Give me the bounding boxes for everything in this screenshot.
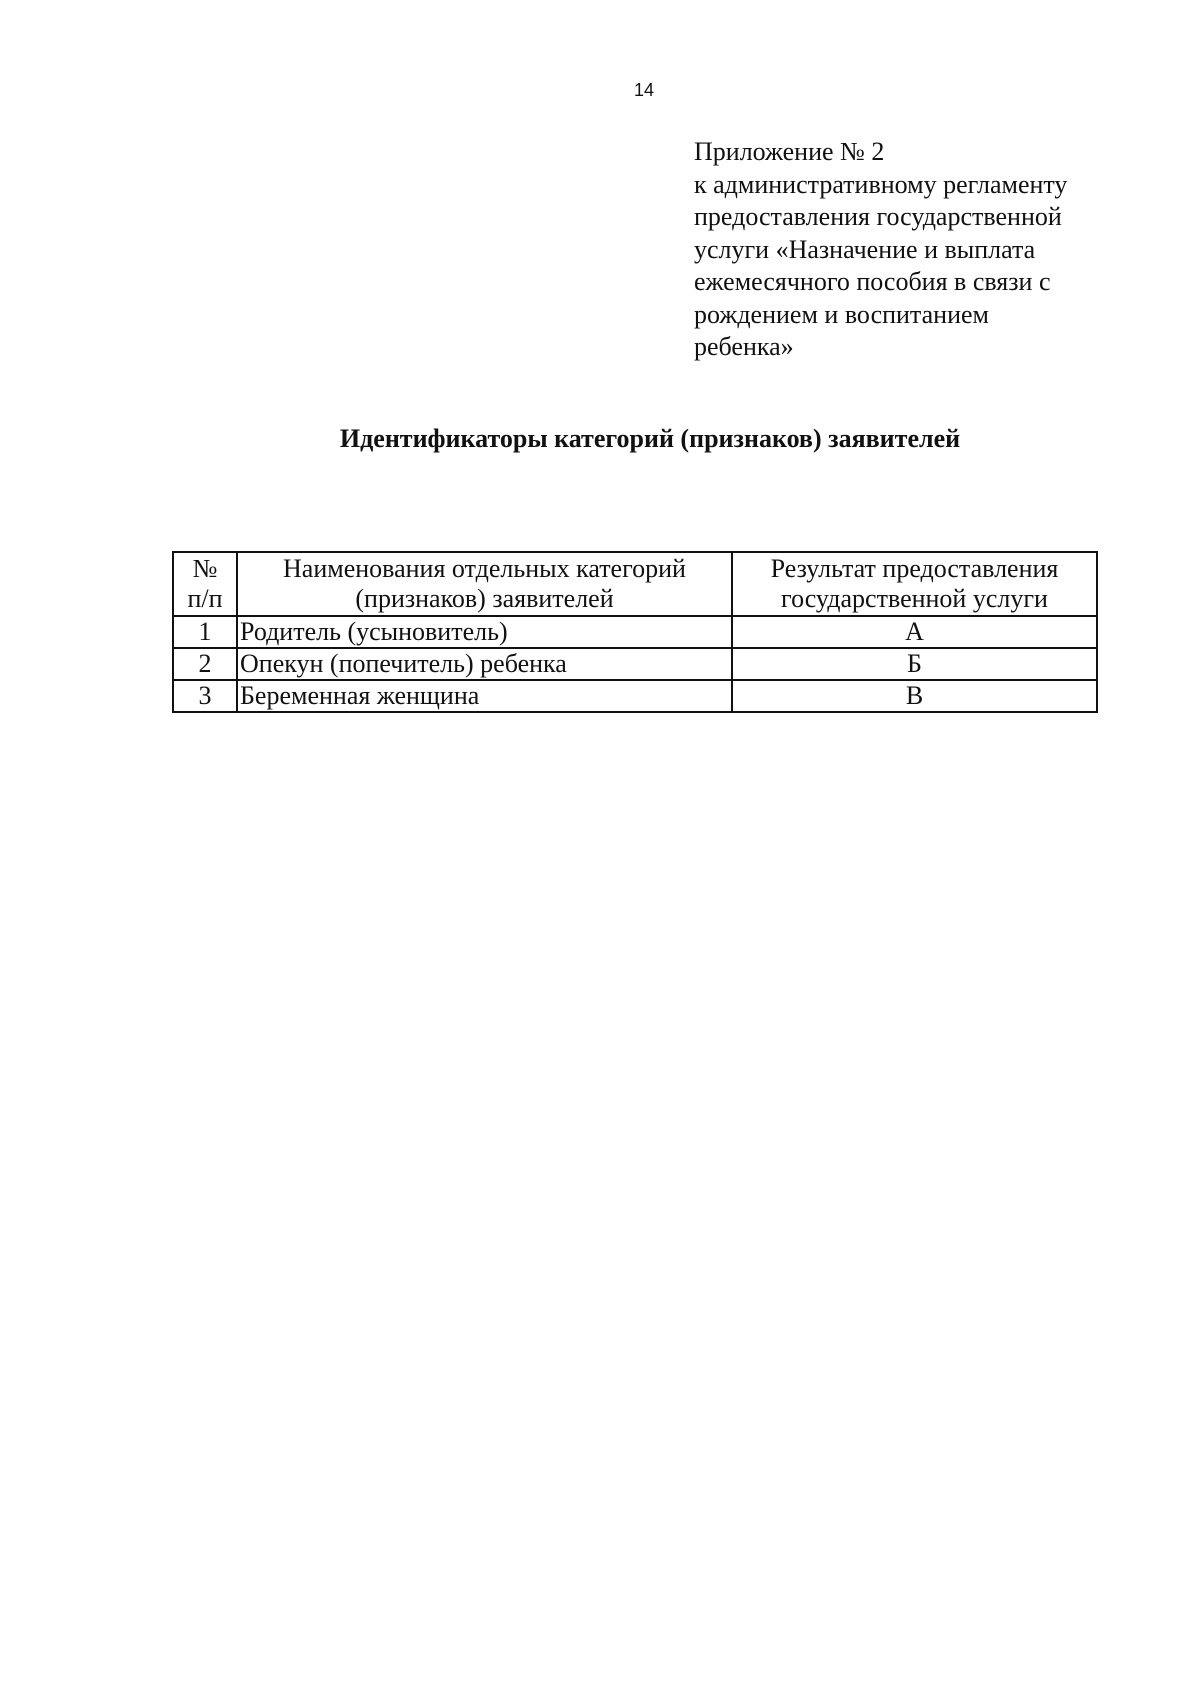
header-number-line1: №	[192, 554, 218, 583]
header-category-line2: (признаков) заявителей	[355, 584, 614, 613]
row-number: 2	[173, 648, 237, 680]
applicant-categories-table	[172, 551, 1098, 713]
document-title: Идентификаторы категорий (признаков) заявителей	[339, 424, 961, 453]
table-row	[173, 648, 1097, 680]
appendix-line: предоставления государственной	[694, 202, 1062, 231]
appendix-line: рождением и воспитанием	[694, 299, 989, 329]
appendix-line: ребенка»	[694, 332, 794, 361]
row-number: 3	[173, 680, 237, 712]
table-row	[173, 680, 1097, 712]
table-row	[173, 616, 1097, 648]
appendix-line: услуги «Назначение и выплата	[694, 234, 1036, 264]
appendix-header	[694, 136, 1124, 364]
header-result-line1: Результат предоставления	[770, 554, 1059, 583]
header-result	[732, 552, 1097, 616]
row-result: В	[732, 680, 1097, 712]
header-category-name	[237, 552, 732, 616]
row-result: А	[732, 616, 1097, 648]
row-category-name: Опекун (попечитель) ребенка	[237, 648, 732, 680]
row-result: Б	[732, 648, 1097, 680]
appendix-line: ежемесячного пособия в связи с	[694, 267, 1051, 296]
header-result-line2: государственной услуги	[781, 584, 1048, 613]
page-number: 14	[633, 80, 655, 100]
header-number	[173, 552, 237, 616]
appendix-line: Приложение № 2	[694, 137, 885, 166]
row-category-name: Беременная женщина	[237, 680, 732, 712]
row-number: 1	[173, 616, 237, 648]
row-category-name: Родитель (усыновитель)	[237, 616, 732, 648]
header-number-line2: п/п	[187, 584, 223, 613]
table-header-row	[173, 552, 1097, 616]
appendix-line: к административному регламенту	[694, 169, 1068, 199]
header-category-line1: Наименования отдельных категорий	[283, 554, 686, 583]
